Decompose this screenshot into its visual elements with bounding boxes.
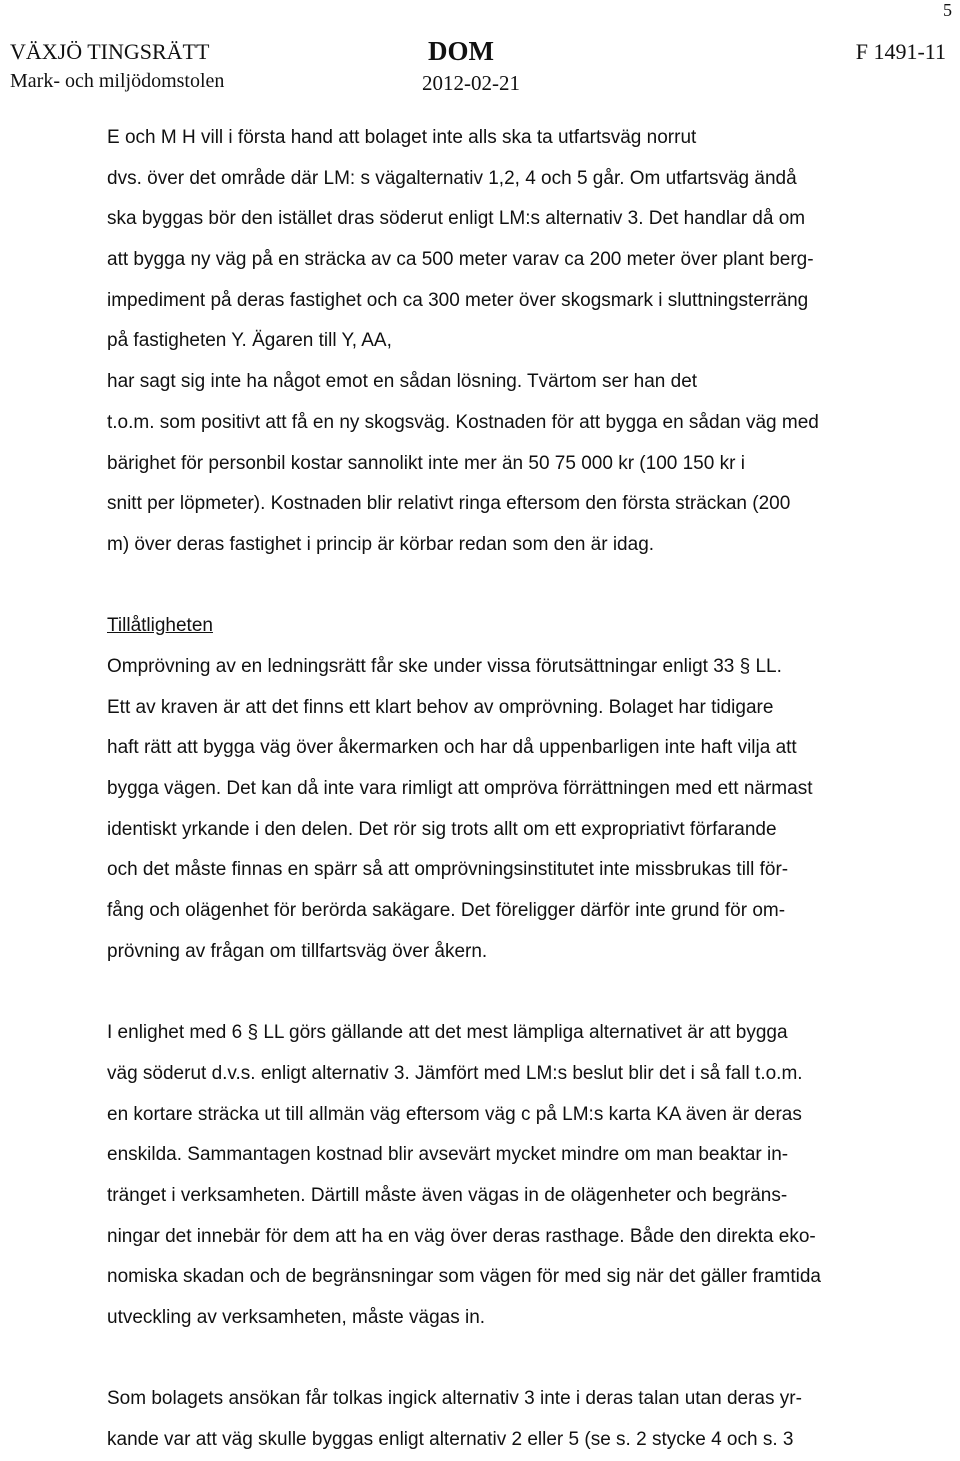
text-line: ska byggas bör den istället dras söderut enligt LM:s alternativ 3. Det handlar då om (107, 208, 806, 230)
paragraph-1 (107, 118, 907, 566)
section-heading: Tillåtligheten (107, 615, 213, 637)
text-line: Som bolagets ansökan får tolkas ingick alternativ 3 inte i deras talan utan deras yr- (107, 1388, 802, 1410)
document-header (10, 36, 946, 102)
text-line: bygga vägen. Det kan då inte vara rimligt att ompröva förrättningen med ett närmast (107, 778, 813, 799)
text-line: enskilda. Sammantagen kostnad blir avsevärt mycket mindre om man beaktar in- (107, 1144, 789, 1166)
text-line: t.o.m. som positivt att få en ny skogsväg. Kostnaden för att bygga en sådan väg med (107, 411, 819, 433)
document-type: DOM (428, 36, 494, 66)
text-line: dvs. över det område där LM: s vägalternativ 1,2, 4 och 5 går. Om utfartsväg ändå (107, 167, 797, 189)
text-line: snitt per löpmeter). Kostnaden blir relativt ringa eftersom den första sträckan (200 (107, 493, 791, 515)
paragraph-gap (107, 566, 907, 607)
text-line: identiskt yrkande i den delen. Det rör sig trots allt om ett expropriativt förfarande (107, 818, 777, 840)
text-line: m) över deras fastighet i princip är körbar redan som den är idag. (107, 533, 655, 555)
text-line: nomiska skadan och de begränsningar som vägen för med sig när det gäller framtida (107, 1266, 821, 1288)
text-line: bärighet för personbil kostar sannolikt inte mer än 50 75 000 kr (100 150 kr i (107, 452, 745, 474)
text-line: fång och olägenhet för berörda sakägare. Det föreligger därför inte grund för om- (107, 900, 786, 922)
text-line: har sagt sig inte ha något emot en sådan lösning. Tvärtom ser han det (107, 371, 698, 393)
text-line: Ett av kraven är att det finns ett klart behov av omprövning. Bolaget har tidigare (107, 696, 774, 718)
court-division: Mark- och miljödomstolen (10, 70, 225, 92)
paragraph-2 (107, 647, 907, 973)
page-number: 5 (943, 0, 952, 20)
text-line: en kortare sträcka ut till allmän väg eftersom väg c på LM:s karta KA även är deras (107, 1103, 802, 1125)
text-line: impediment på deras fastighet och ca 300 meter över skogsmark i sluttningsterräng (107, 289, 809, 311)
text-line: ningar det innebär för dem att ha en väg över deras rasthage. Både den direkta eko- (107, 1225, 816, 1247)
text-line: Omprövning av en ledningsrätt får ske under vissa förutsättningar enligt 33 § LL. (107, 655, 782, 677)
document-body (107, 118, 907, 1461)
document-date: 2012-02-21 (422, 71, 520, 95)
text-line: prövning av frågan om tillfartsväg över åkern. (107, 940, 488, 962)
paragraph-gap (107, 972, 907, 1013)
text-line: kande var att väg skulle byggas enligt alternativ 2 eller 5 (se s. 2 stycke 4 och s. 3 (107, 1429, 794, 1450)
paragraph-4 (107, 1379, 907, 1460)
text-line: E och M H vill i första hand att bolaget inte alls ska ta utfartsväg norrut (107, 127, 697, 148)
paragraph-3 (107, 1013, 907, 1339)
text-line: utveckling av verksamheten, måste vägas in. (107, 1306, 486, 1328)
paragraph-gap (107, 1339, 907, 1380)
text-line: haft rätt att bygga väg över åkermarken och har då uppenbarligen inte haft vilja att (107, 737, 797, 759)
text-line: på fastigheten Y. Ägaren till Y, AA, (107, 330, 392, 352)
case-number: F 1491-11 (855, 39, 946, 64)
text-line: och det måste finnas en spärr så att omprövningsinstitutet inte missbrukas till för- (107, 859, 789, 881)
text-line: att bygga ny väg på en sträcka av ca 500 meter varav ca 200 meter över plant berg- (107, 249, 814, 271)
court-name: VÄXJÖ TINGSRÄTT (10, 39, 210, 64)
text-line: I enlighet med 6 § LL görs gällande att det mest lämpliga alternativet är att bygga (107, 1022, 788, 1044)
text-line: tränget i verksamheten. Därtill måste även vägas in de olägenheter och begräns- (107, 1184, 788, 1206)
text-line: väg söderut d.v.s. enligt alternativ 3. Jämfört med LM:s beslut blir det i så fall t.o.m. (107, 1062, 803, 1084)
